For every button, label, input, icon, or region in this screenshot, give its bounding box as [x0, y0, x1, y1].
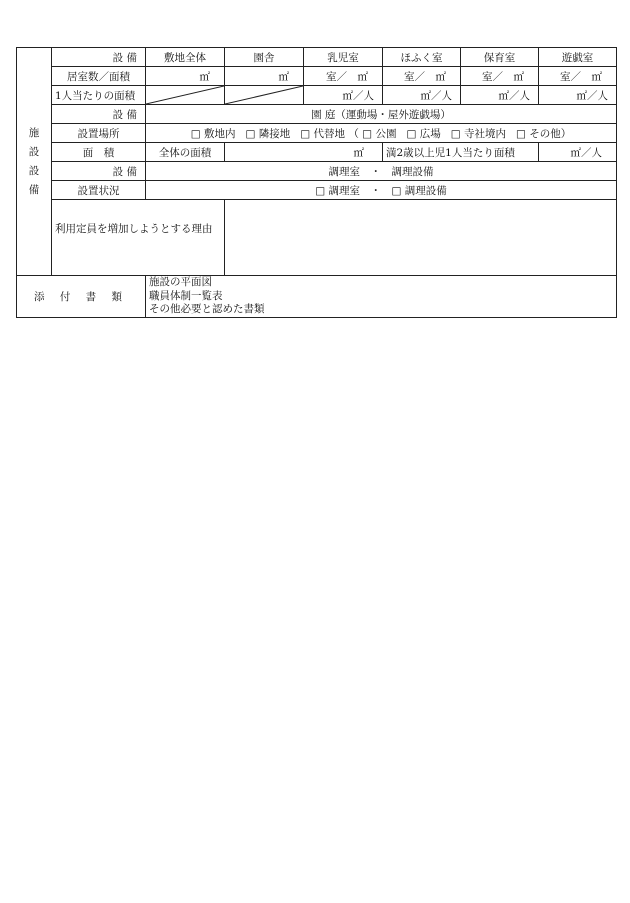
equipment-header-row	[17, 48, 617, 67]
location-option-square[interactable]: □ 広場	[406, 127, 441, 140]
attachment-item: その他必要と認めた書類	[149, 303, 265, 315]
room-count-area-row	[17, 67, 617, 86]
per-person-area-label: 1人当たりの面積	[52, 86, 146, 105]
crawling-room-area-field[interactable]: 室／ ㎡	[383, 67, 461, 86]
kitchen-install-row	[17, 181, 617, 200]
yard-location-row	[17, 124, 617, 143]
column-play-room: 遊戯室	[539, 48, 617, 67]
equipment-header-label: 設 備	[52, 48, 146, 67]
reason-label: 利用定員を増加しようとする理由	[52, 200, 225, 276]
yard-equipment-label: 設 備	[52, 105, 146, 124]
location-option-temple[interactable]: □ 寺社境内	[450, 127, 507, 140]
reason-input[interactable]	[225, 200, 617, 276]
kitchen-install-label: 設置状況	[52, 181, 146, 200]
yard-total-area-label: 全体の面積	[146, 143, 225, 162]
column-crawling-room: ほふく室	[383, 48, 461, 67]
attachments-list	[146, 276, 617, 318]
kitchen-equipment-label: 設 備	[52, 162, 146, 181]
nursery-room-area-field[interactable]: 室／ ㎡	[461, 67, 539, 86]
kitchen-install-options[interactable]: □ 調理室 ・ □ 調理設備	[146, 181, 617, 200]
location-option-alternative[interactable]: □ 代替地 （ □ 公園	[300, 127, 397, 140]
location-option-other[interactable]: □ その他）	[516, 127, 572, 140]
building-area-field[interactable]: ㎡	[225, 67, 304, 86]
attachment-item: 職員体制一覧表	[149, 289, 223, 302]
crawling-room-per-person-field[interactable]: ㎡／人	[383, 86, 461, 105]
yard-location-label: 設置場所	[52, 124, 146, 143]
attachments-row	[17, 276, 617, 318]
site-total-per-person-na	[146, 86, 225, 105]
column-nursery-room: 保育室	[461, 48, 539, 67]
per-person-area-row	[17, 86, 617, 105]
facility-form-table	[16, 47, 617, 318]
building-per-person-na	[225, 86, 304, 105]
attachment-item: 施設の平面図	[149, 276, 212, 288]
room-count-area-label: 居室数／面積	[52, 67, 146, 86]
yard-total-area-field[interactable]: ㎡	[225, 143, 383, 162]
kitchen-equipment-row	[17, 162, 617, 181]
column-infant-room: 乳児室	[304, 48, 383, 67]
yard-area-row	[17, 143, 617, 162]
infant-room-area-field[interactable]: 室／ ㎡	[304, 67, 383, 86]
yard-area-label: 面 積	[52, 143, 146, 162]
yard-equipment-value: 園 庭（運動場・屋外遊戯場）	[146, 105, 617, 124]
reason-row	[17, 200, 617, 276]
diagonal-strike-icon	[225, 86, 303, 104]
nursery-room-per-person-field[interactable]: ㎡／人	[461, 86, 539, 105]
play-room-area-field[interactable]: 室／ ㎡	[539, 67, 617, 86]
yard-over2-area-field[interactable]: ㎡／人	[539, 143, 617, 162]
kitchen-equipment-value: 調理室 ・ 調理設備	[146, 162, 617, 181]
yard-over2-area-label: 満2歳以上児1人当たり面積	[383, 143, 539, 162]
location-option-adjacent[interactable]: □ 隣接地	[245, 127, 291, 140]
infant-room-per-person-field[interactable]: ㎡／人	[304, 86, 383, 105]
diagonal-strike-icon	[146, 86, 224, 104]
facility-equipment-side-label: 施 設 設 備	[17, 48, 52, 276]
play-room-per-person-field[interactable]: ㎡／人	[539, 86, 617, 105]
yard-location-options	[146, 124, 617, 143]
column-building: 園舎	[225, 48, 304, 67]
location-option-on-site[interactable]: □ 敷地内	[190, 127, 236, 140]
column-site-total: 敷地全体	[146, 48, 225, 67]
yard-equipment-row	[17, 105, 617, 124]
site-total-area-field[interactable]: ㎡	[146, 67, 225, 86]
attachments-label: 添 付 書 類	[17, 276, 146, 318]
